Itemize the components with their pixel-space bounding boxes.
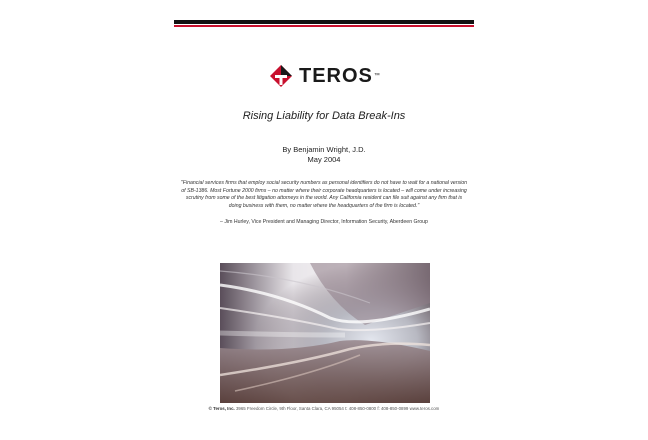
logo-trademark: ™ xyxy=(373,73,380,79)
header-rule-black xyxy=(174,20,474,24)
document-page xyxy=(154,0,494,440)
pull-quote: "Financial services firms that employ social security numbers as personal identifiers do not have to wait for a national version of SB-1386. Most Fortune 2000 firms – no matter where their corporate headquarters is located – will come under increasing scrutiny from some of the best litigation attorneys in the world. Any California resident can file suit against any firm that is doing business with them, no matter where the headquarters of the firm is located." xyxy=(180,180,468,209)
author: By Benjamin Wright, J.D. xyxy=(282,145,366,154)
footer-company: © Teros, Inc. xyxy=(208,406,235,411)
teros-logo xyxy=(269,62,380,90)
footer-fax: f: 408-850-0899 xyxy=(377,406,409,411)
tunnel-image-art xyxy=(220,263,430,403)
logo-wordmark: TEROS xyxy=(299,64,373,87)
page-footer xyxy=(154,406,494,411)
footer-phone: t: 408-850-0800 xyxy=(345,406,377,411)
footer-address: 3965 Freedom Circle, 9th Floor, Santa Clara, CA 95054 xyxy=(235,406,344,411)
header-rule-red xyxy=(174,25,474,27)
footer-website: www.teros.com xyxy=(409,406,440,411)
tunnel-motion-blur-image xyxy=(220,263,430,403)
document-title: Rising Liability for Data Break-Ins xyxy=(242,110,406,122)
quote-attribution: – Jim Hurley, Vice President and Managing Director, Information Security, Aberdeen Group xyxy=(220,219,428,225)
teros-diamond-icon xyxy=(269,64,293,88)
publication-date: May 2004 xyxy=(307,155,341,164)
byline xyxy=(154,145,494,165)
